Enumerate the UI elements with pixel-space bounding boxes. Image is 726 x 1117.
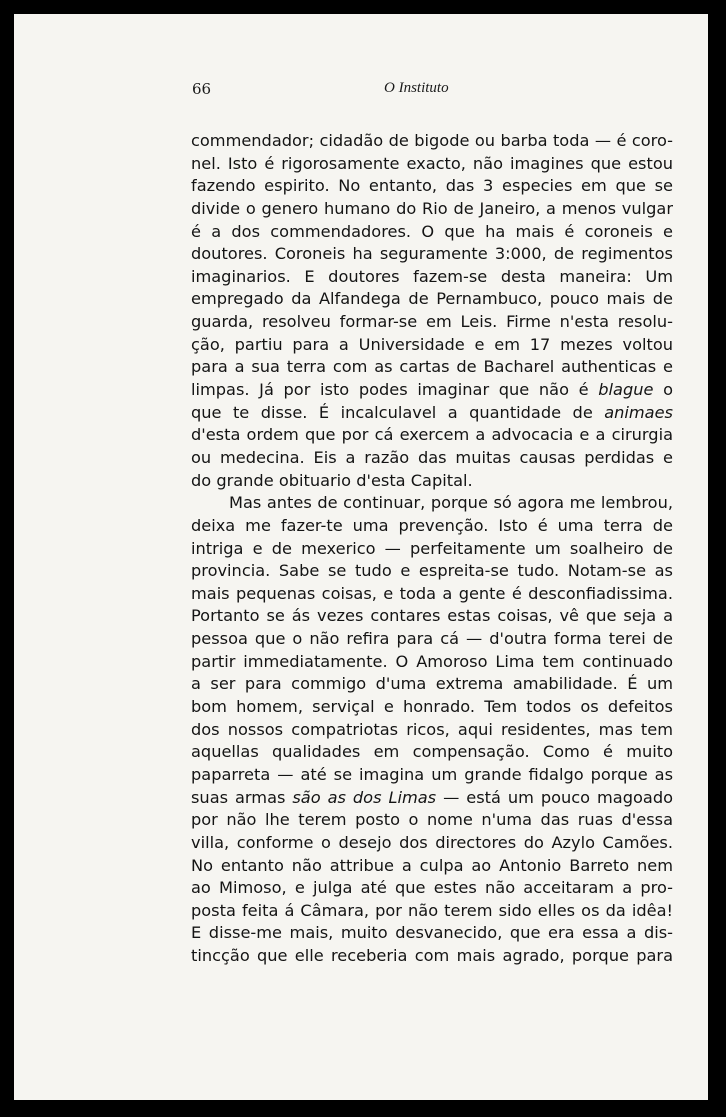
text-line: empregado da Alfandega de Pernambuco, pouco mais de <box>191 289 673 309</box>
text-line: provincia. Sabe se tudo e espreita-se tudo. Notam-se as <box>191 561 673 581</box>
text-line: ou medecina. Eis a razão das muitas causas perdidas e <box>191 447 673 467</box>
text-line: nel. Isto é rigorosamente exacto, não imagines que estou <box>191 153 673 173</box>
text-line: posta feita á Câmara, por não terem sido elles os da idêa! <box>191 900 673 920</box>
text-line: para a sua terra com as cartas de Bacharel authenticas e <box>191 357 673 377</box>
text-line <box>191 787 673 810</box>
text-segment: que te disse. É incalculavel a quantidade de <box>191 402 605 422</box>
body-text <box>191 130 673 968</box>
text-line: intriga e de mexerico — perfeitamente um soalheiro de <box>191 538 673 558</box>
text-line: villa, conforme o desejo dos directores do Azylo Camões. <box>191 832 673 852</box>
running-title: O Instituto <box>384 80 449 96</box>
text-line: imaginarios. E doutores fazem-se desta maneira: Um <box>191 266 673 286</box>
text-line: partir immediatamente. O Amoroso Lima tem continuado <box>191 651 673 671</box>
text-line <box>191 379 673 402</box>
text-line: dos nossos compatriotas ricos, aqui residentes, mas tem <box>191 719 673 739</box>
text-line: do grande obituario d'esta Capital. <box>191 470 473 490</box>
text-line: guarda, resolveu formar-se em Leis. Firme n'esta resolu- <box>191 312 673 332</box>
text-line: ao Mimoso, e julga até que estes não acceitaram a pro- <box>191 878 673 898</box>
text-line: E disse-me mais, muito desvanecido, que era essa a dis- <box>191 923 673 943</box>
text-line: é a dos commendadores. O que ha mais é coroneis e <box>191 221 673 241</box>
text-line: bom homem, serviçal e honrado. Tem todos os defeitos <box>191 697 673 717</box>
text-line: a ser para commigo d'uma extrema amabilidade. É um <box>191 674 673 694</box>
text-line: fazendo espirito. No entanto, das 3 especies em que se <box>191 176 673 196</box>
text-line: aquellas qualidades em compensação. Como é muito <box>191 742 673 762</box>
text-segment: suas armas <box>191 787 293 807</box>
text-line: Mas antes de continuar, porque só agora me lembrou, <box>229 493 673 513</box>
text-line: doutores. Coroneis ha seguramente 3:000, de regimentos <box>191 244 673 264</box>
text-line: por não lhe terem posto o nome n'uma das ruas d'essa <box>191 810 673 830</box>
text-segment: — está um pouco magoado <box>436 787 673 807</box>
text-line: deixa me fazer-te uma prevenção. Isto é uma terra de <box>191 515 673 535</box>
italic-word: animaes <box>604 402 673 422</box>
page-header <box>192 80 572 102</box>
text-line: d'esta ordem que por cá exercem a advocacia e a cirurgia <box>191 425 673 445</box>
text-line: mais pequenas coisas, e toda a gente é desconfiadissima. <box>191 583 673 603</box>
text-line: Portanto se ás vezes contares estas coisas, vê que seja a <box>191 606 673 626</box>
text-line: ção, partiu para a Universidade e em 17 mezes voltou <box>191 334 673 354</box>
text-line: commendador; cidadão de bigode ou barba toda — é coro- <box>191 131 673 150</box>
text-line <box>191 402 673 425</box>
text-line: divide o genero humano do Rio de Janeiro, a menos vulgar <box>191 198 673 218</box>
page-number: 66 <box>192 80 212 98</box>
italic-word: blague <box>598 380 654 400</box>
text-line: No entanto não attribue a culpa ao Antonio Barreto nem <box>191 855 673 875</box>
text-segment: o <box>653 380 673 400</box>
italic-phrase: são as dos Limas <box>292 787 437 807</box>
text-line: tincção que elle receberia com mais agrado, porque para <box>191 946 673 966</box>
book-page <box>14 14 708 1100</box>
text-segment: limpas. Já por isto podes imaginar que não é <box>191 380 599 400</box>
text-line: paparreta — até se imagina um grande fidalgo porque as <box>191 764 673 784</box>
text-line: pessoa que o não refira para cá — d'outra forma terei de <box>191 629 673 649</box>
